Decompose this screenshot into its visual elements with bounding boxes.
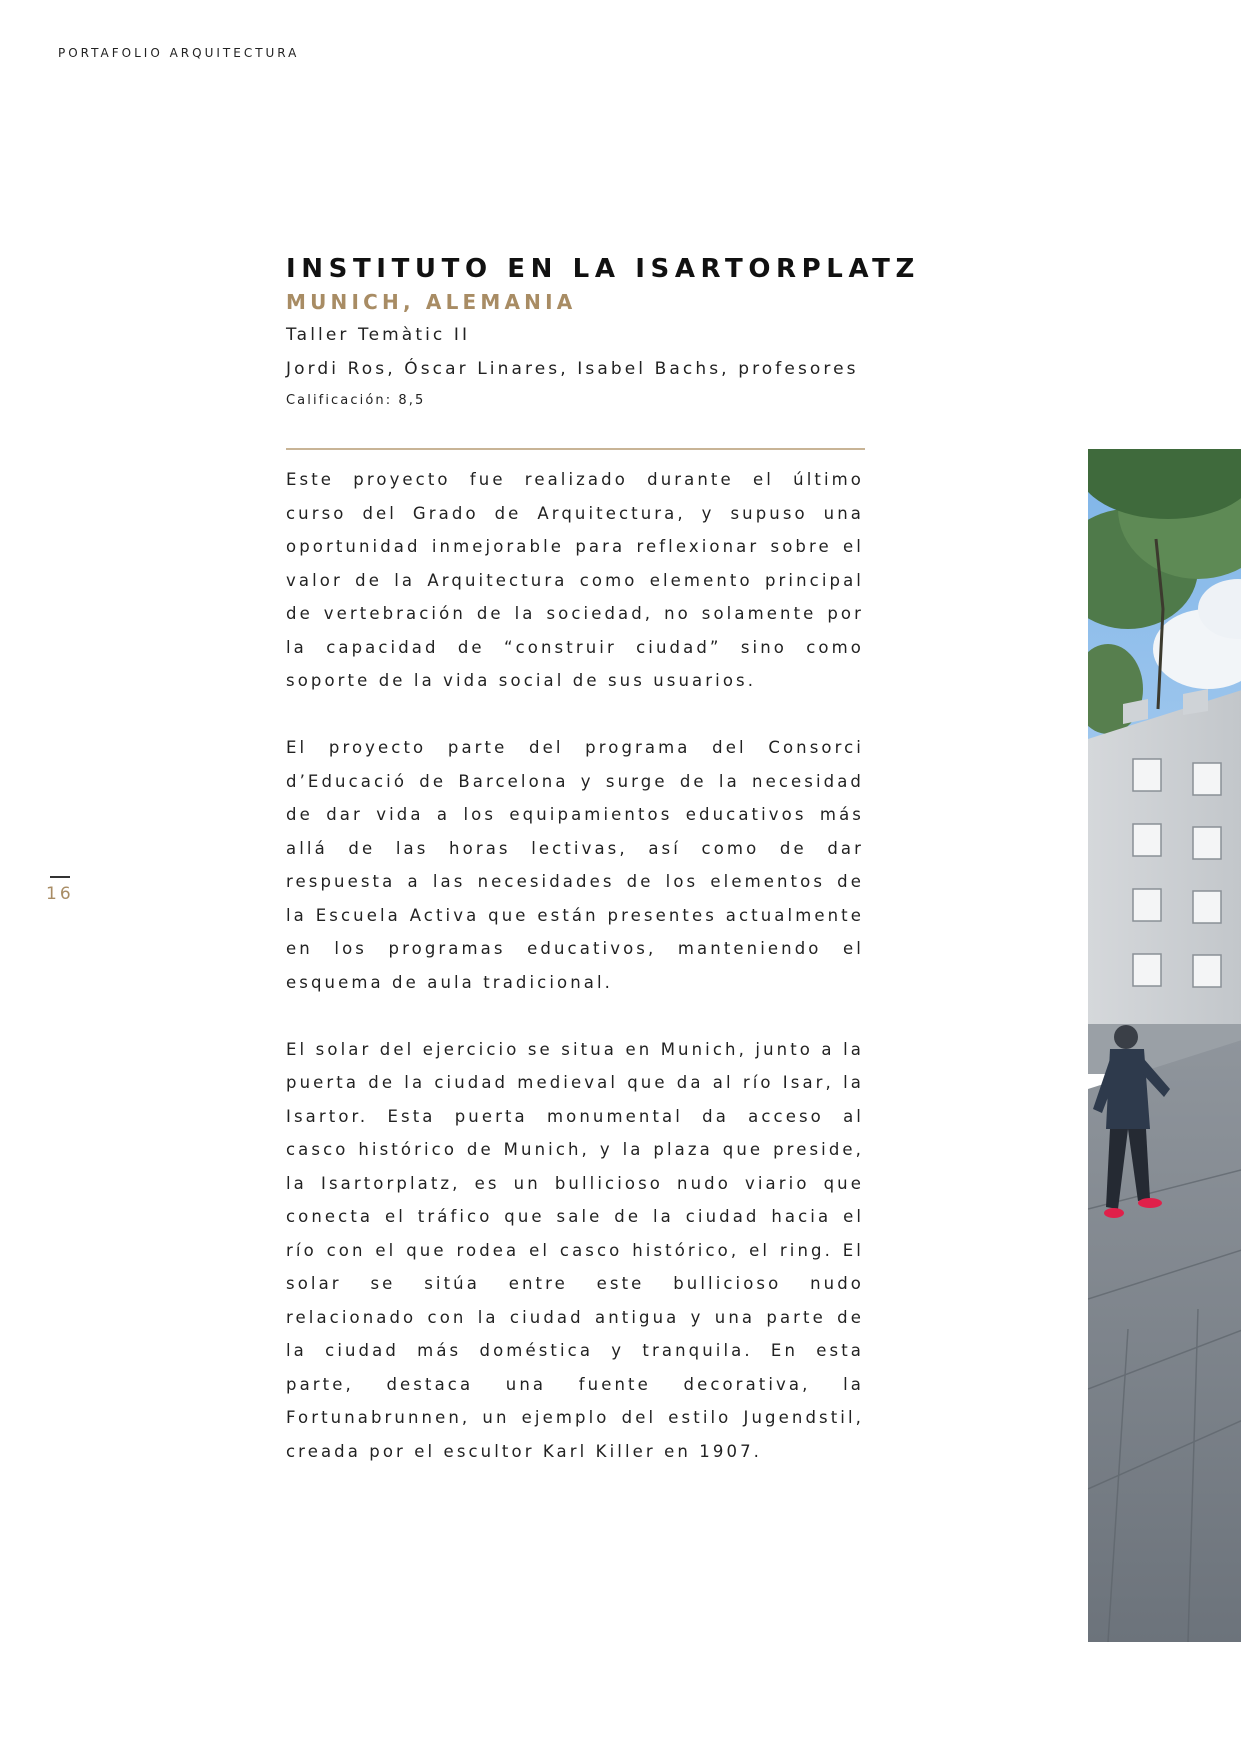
street-scene-image (1088, 449, 1241, 1642)
page-number: 16 (46, 884, 74, 904)
project-photo (1088, 449, 1241, 1642)
paragraph-2: El proyecto parte del programa del Consorci d’Educació de Barcelona y surge de la necesidad de dar vida a los equipamientos educativos más allá de las horas lectivas, así como de dar respuesta a las necesidades de los elementos de la Escuela Activa que están presentes actualmente en los programas educativos, manteniendo el esquema de aula tradicional. (286, 738, 864, 992)
course-name: Taller Temàtic II (286, 325, 471, 345)
project-header (286, 252, 920, 416)
divider-rule (286, 448, 865, 450)
paragraph-3: El solar del ejercicio se situa en Munich, junto a la puerta de la ciudad medieval que da al río Isar, la Isartor. Esta puerta monumental da acceso al casco histórico de Munich, y la plaza que preside, la Isartorplatz, es un bullicioso nudo viario que conecta el tráfico que sale de la ciudad hacia el río con el que rodea el casco histórico, el ring. El solar se sitúa entre este bullicioso nudo relacionado con la ciudad antigua y una parte de la ciudad más doméstica y tranquila. En esta parte, destaca una fuente decorativa, la Fortunabrunnen, un ejemplo del estilo Jugendstil, creada por el escultor Karl Killer en 1907. (286, 1039, 864, 1461)
running-header: PORTAFOLIO ARQUITECTURA (58, 46, 300, 60)
paragraph-1: Este proyecto fue realizado durante el último curso del Grado de Arquitectura, y supuso una oportunidad inmejorable para reflexionar sobre el valor de la Arquitectura como elemento principal de vertebración de la sociedad, no solamente por la capacidad de “construir ciudad” sino como soporte de la vida social de sus usuarios. (286, 470, 864, 690)
project-location: MUNICH, ALEMANIA (286, 290, 577, 314)
professors-line: Jordi Ros, Óscar Linares, Isabel Bachs, profesores (286, 359, 859, 379)
page-marker (46, 876, 74, 904)
project-title: INSTITUTO EN LA ISARTORPLATZ (286, 254, 920, 284)
page-dash (50, 876, 70, 878)
body-text (286, 463, 864, 1502)
grade-line: Calificación: 8,5 (286, 393, 426, 408)
